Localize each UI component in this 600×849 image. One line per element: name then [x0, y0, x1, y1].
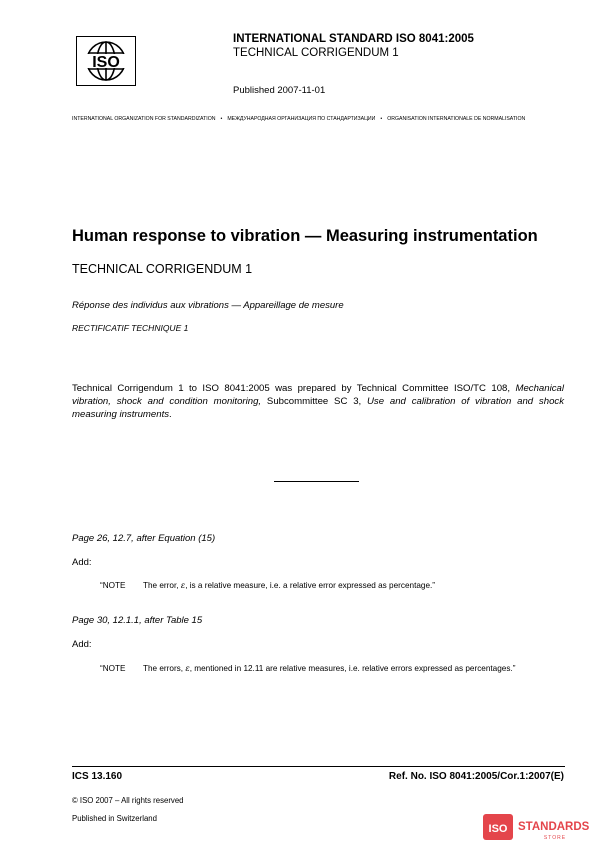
organization-names — [72, 116, 568, 122]
section-divider — [274, 481, 359, 482]
org-name-ru: МЕЖДУНАРОДНАЯ ОРГАНИЗАЦИЯ ПО СТАНДАРТИЗАЦИИ — [227, 116, 376, 122]
correction-location: Page 30, 12.1.1, after Table 15 — [72, 615, 203, 626]
org-separator: • — [380, 116, 383, 122]
correction-location: Page 26, 12.7, after Equation (15) — [72, 533, 216, 544]
epsilon-symbol: ε — [180, 580, 186, 590]
published-date: Published 2007-11-01 — [233, 85, 326, 96]
standard-title: INTERNATIONAL STANDARD ISO 8041:2005 — [233, 33, 474, 45]
correction-add-label: Add: — [72, 557, 92, 568]
intro-paragraph: Technical Corrigendum 1 to ISO 8041:2005 was prepared by Technical Committee ISO/TC 108, Mechanical vibration, shock and condition monitoring, Subcommittee SC 3, Use and calibration of vibration and shock measuring instruments. — [72, 383, 564, 420]
org-name-fr: ORGANISATION INTERNATIONALE DE NORMALISATION — [387, 116, 526, 122]
org-separator: • — [220, 116, 223, 122]
svg-text:ISO: ISO — [488, 823, 508, 835]
correction-note: “NOTE The errors, ε, mentioned in 12.11 are relative measures, i.e. relative errors expressed as percentages.” — [100, 663, 516, 673]
correction-add-label: Add: — [72, 639, 92, 650]
copyright-notice: © ISO 2007 – All rights reserved — [72, 796, 184, 805]
svg-text:STORE: STORE — [543, 835, 567, 841]
epsilon-symbol: ε — [185, 663, 190, 673]
corrigendum-label: TECHNICAL CORRIGENDUM 1 — [72, 262, 253, 276]
standard-subtitle: TECHNICAL CORRIGENDUM 1 — [233, 47, 399, 59]
reference-number: Ref. No. ISO 8041:2005/Cor.1:2007(E) — [388, 771, 564, 782]
publication-place: Published in Switzerland — [72, 814, 157, 823]
iso-logo — [76, 36, 136, 86]
correction-note: “NOTE The error, ε, is a relative measure, i.e. a relative error expressed as percentage.” — [100, 580, 436, 590]
svg-text:STANDARDS: STANDARDS — [518, 821, 590, 833]
french-corrigendum-label: RECTIFICATIF TECHNIQUE 1 — [72, 323, 189, 333]
iso-standards-store-logo — [482, 812, 594, 842]
french-title: Réponse des individus aux vibrations — Appareillage de mesure — [72, 300, 344, 311]
document-title: Human response to vibration — Measuring instrumentation — [72, 227, 538, 245]
ics-code: ICS 13.160 — [72, 771, 123, 782]
footer-divider — [72, 766, 565, 767]
org-name-en: INTERNATIONAL ORGANIZATION FOR STANDARDIZATION — [72, 116, 216, 122]
iso-logo-text: ISO — [92, 54, 120, 71]
